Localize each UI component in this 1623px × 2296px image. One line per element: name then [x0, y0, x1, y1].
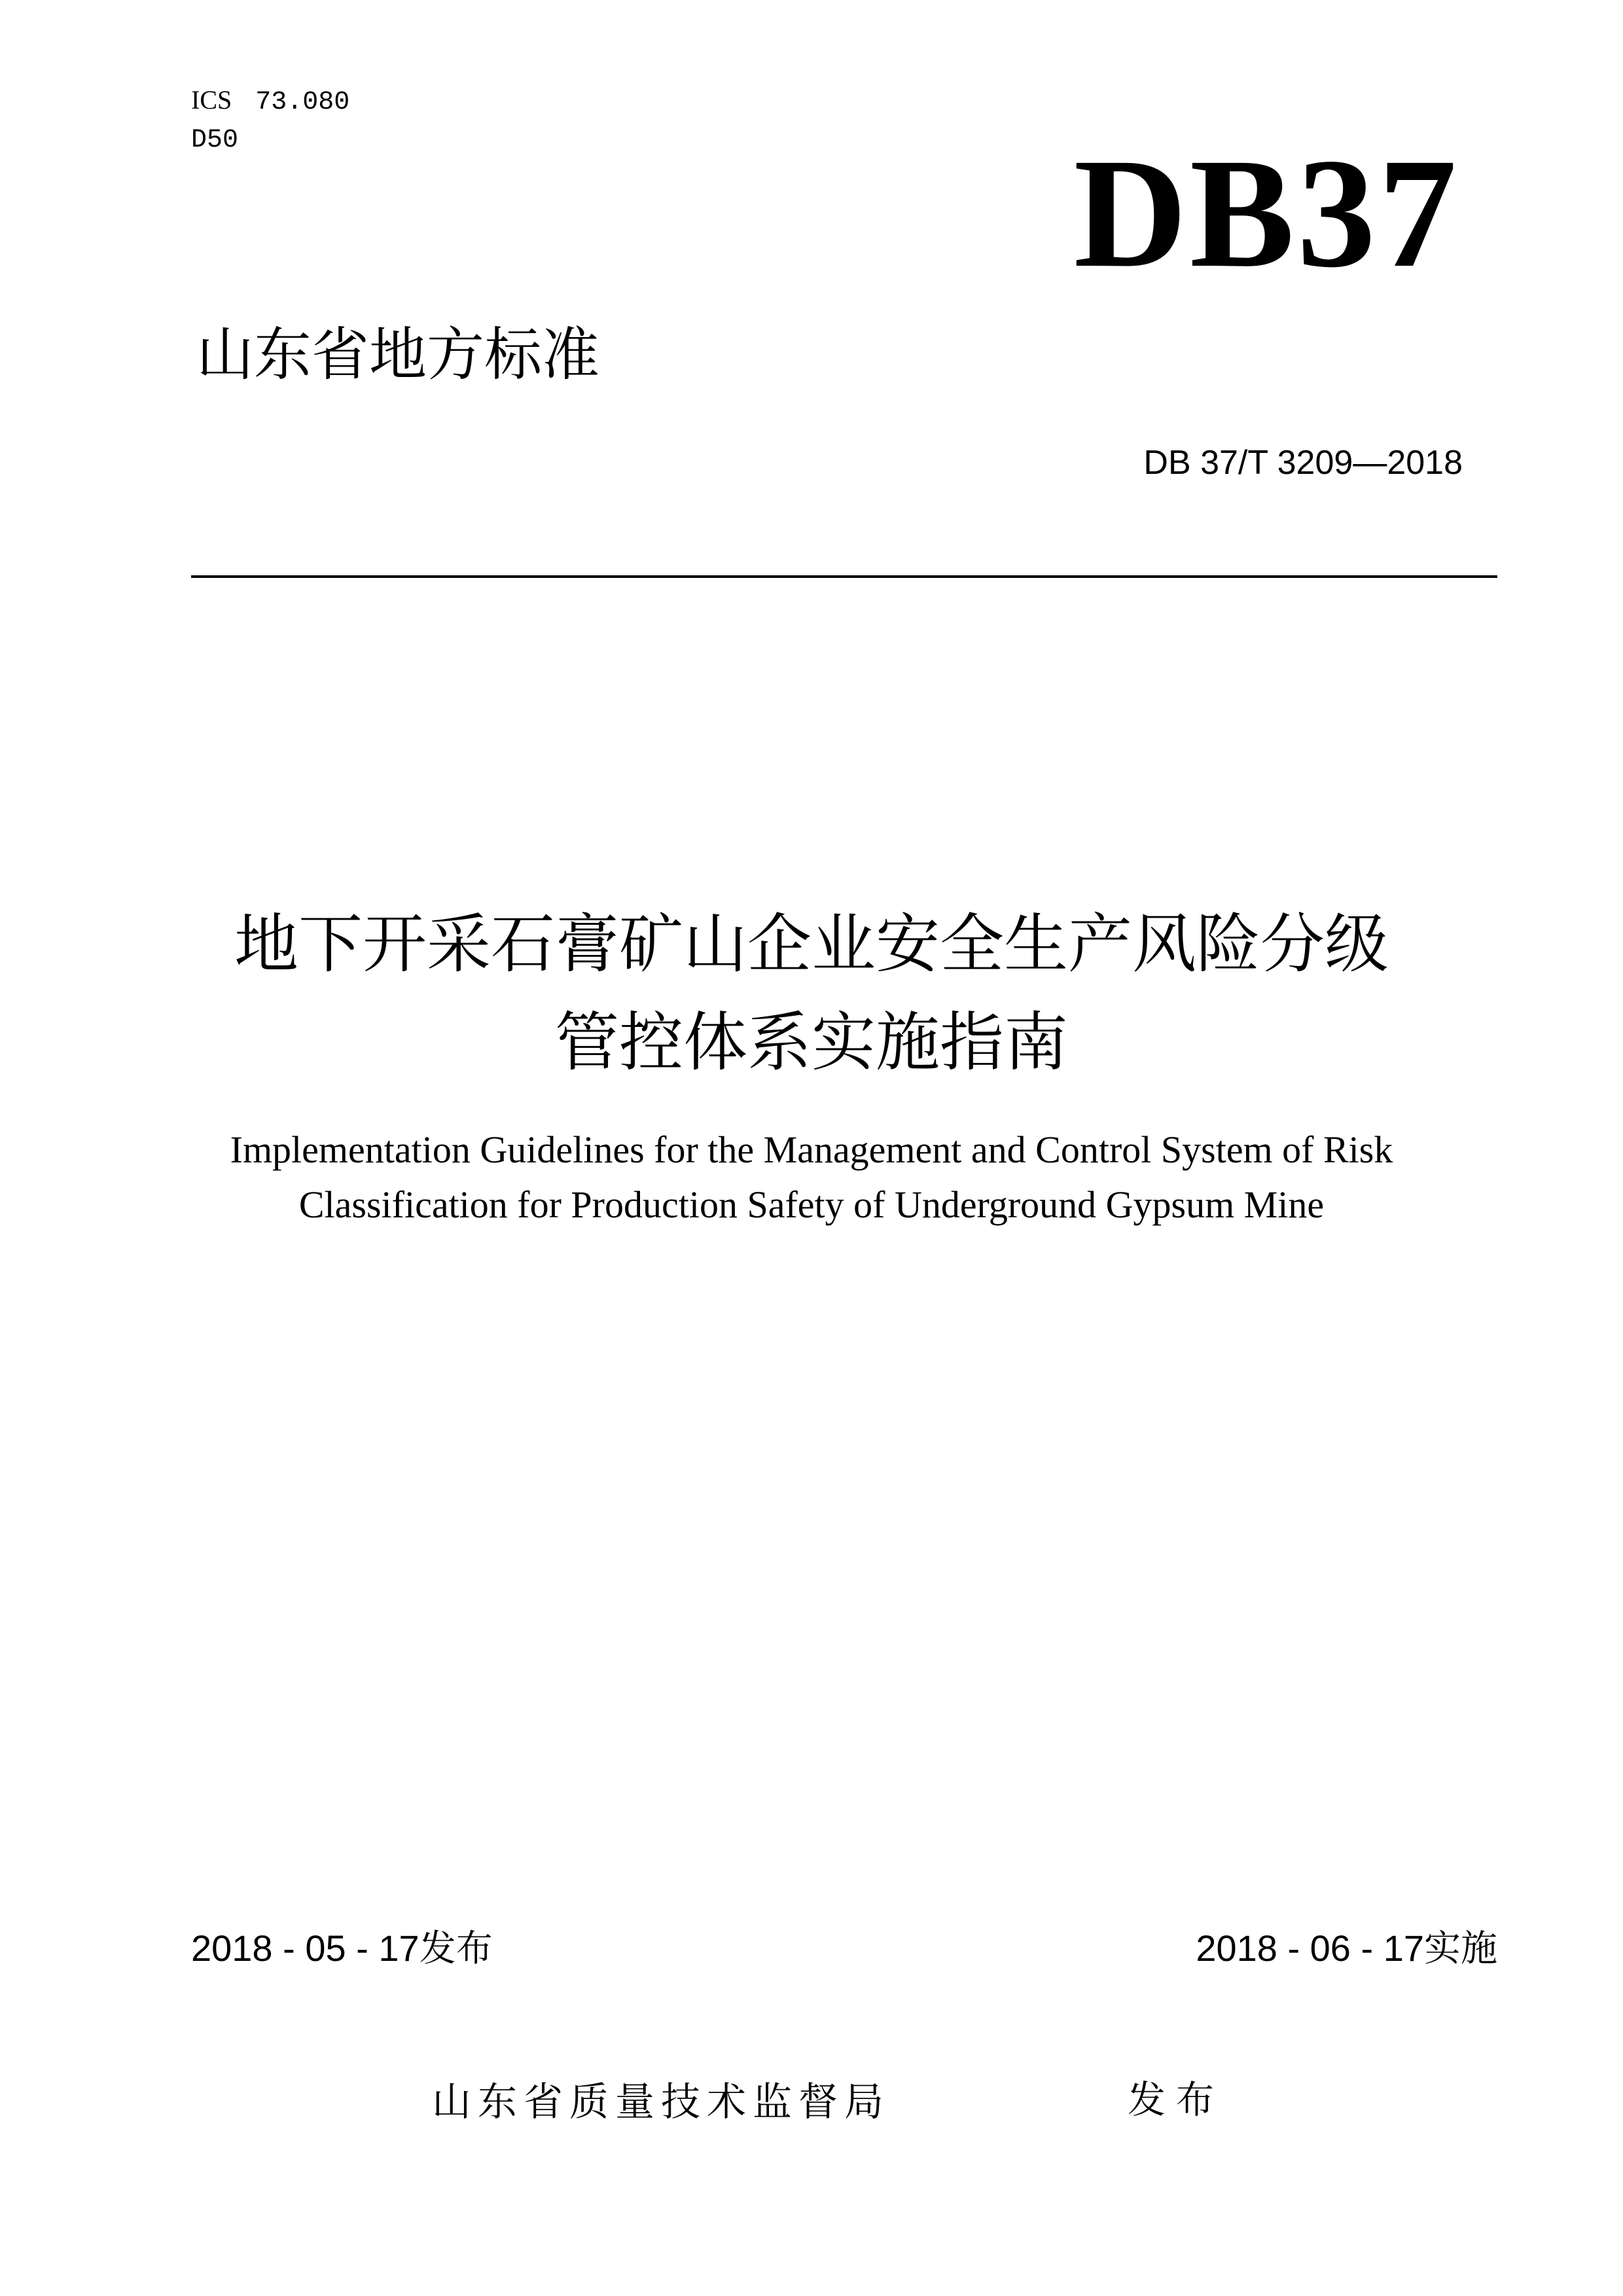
chinese-title-line-2: 管控体系实施指南 — [554, 1005, 1068, 1080]
effective-label: 实施 — [1424, 1928, 1497, 1970]
publish-date: 2018 - 05 - 17 — [191, 1928, 419, 1969]
publish-date-block — [191, 1926, 493, 1972]
chinese-title-line-1: 地下开采石膏矿山企业安全生产风险分级 — [234, 907, 1389, 982]
ccs-code: D50 — [191, 126, 239, 155]
standard-number: DB 37/T 3209—2018 — [1143, 444, 1463, 482]
header-divider — [191, 575, 1497, 578]
ics-code: 73.080 — [255, 88, 350, 117]
effective-date-block — [1196, 1926, 1497, 1972]
standard-type: 山东省地方标准 — [196, 321, 600, 388]
issue-label: 发布 — [1128, 2077, 1225, 2122]
effective-date: 2018 - 06 - 17 — [1196, 1928, 1424, 1969]
publish-label: 发布 — [419, 1928, 493, 1970]
english-title-line-2: Classification for Production Safety of Underground Gypsum Mine — [298, 1183, 1325, 1226]
db37-logo: DB37 — [1073, 126, 1459, 300]
issuing-authority: 山东省质量技术监督局 — [432, 2079, 890, 2125]
ics-label: ICS — [191, 85, 232, 115]
english-title-line-1: Implementation Guidelines for the Management and Control System of Risk — [230, 1128, 1393, 1171]
ics-classification — [191, 84, 349, 119]
